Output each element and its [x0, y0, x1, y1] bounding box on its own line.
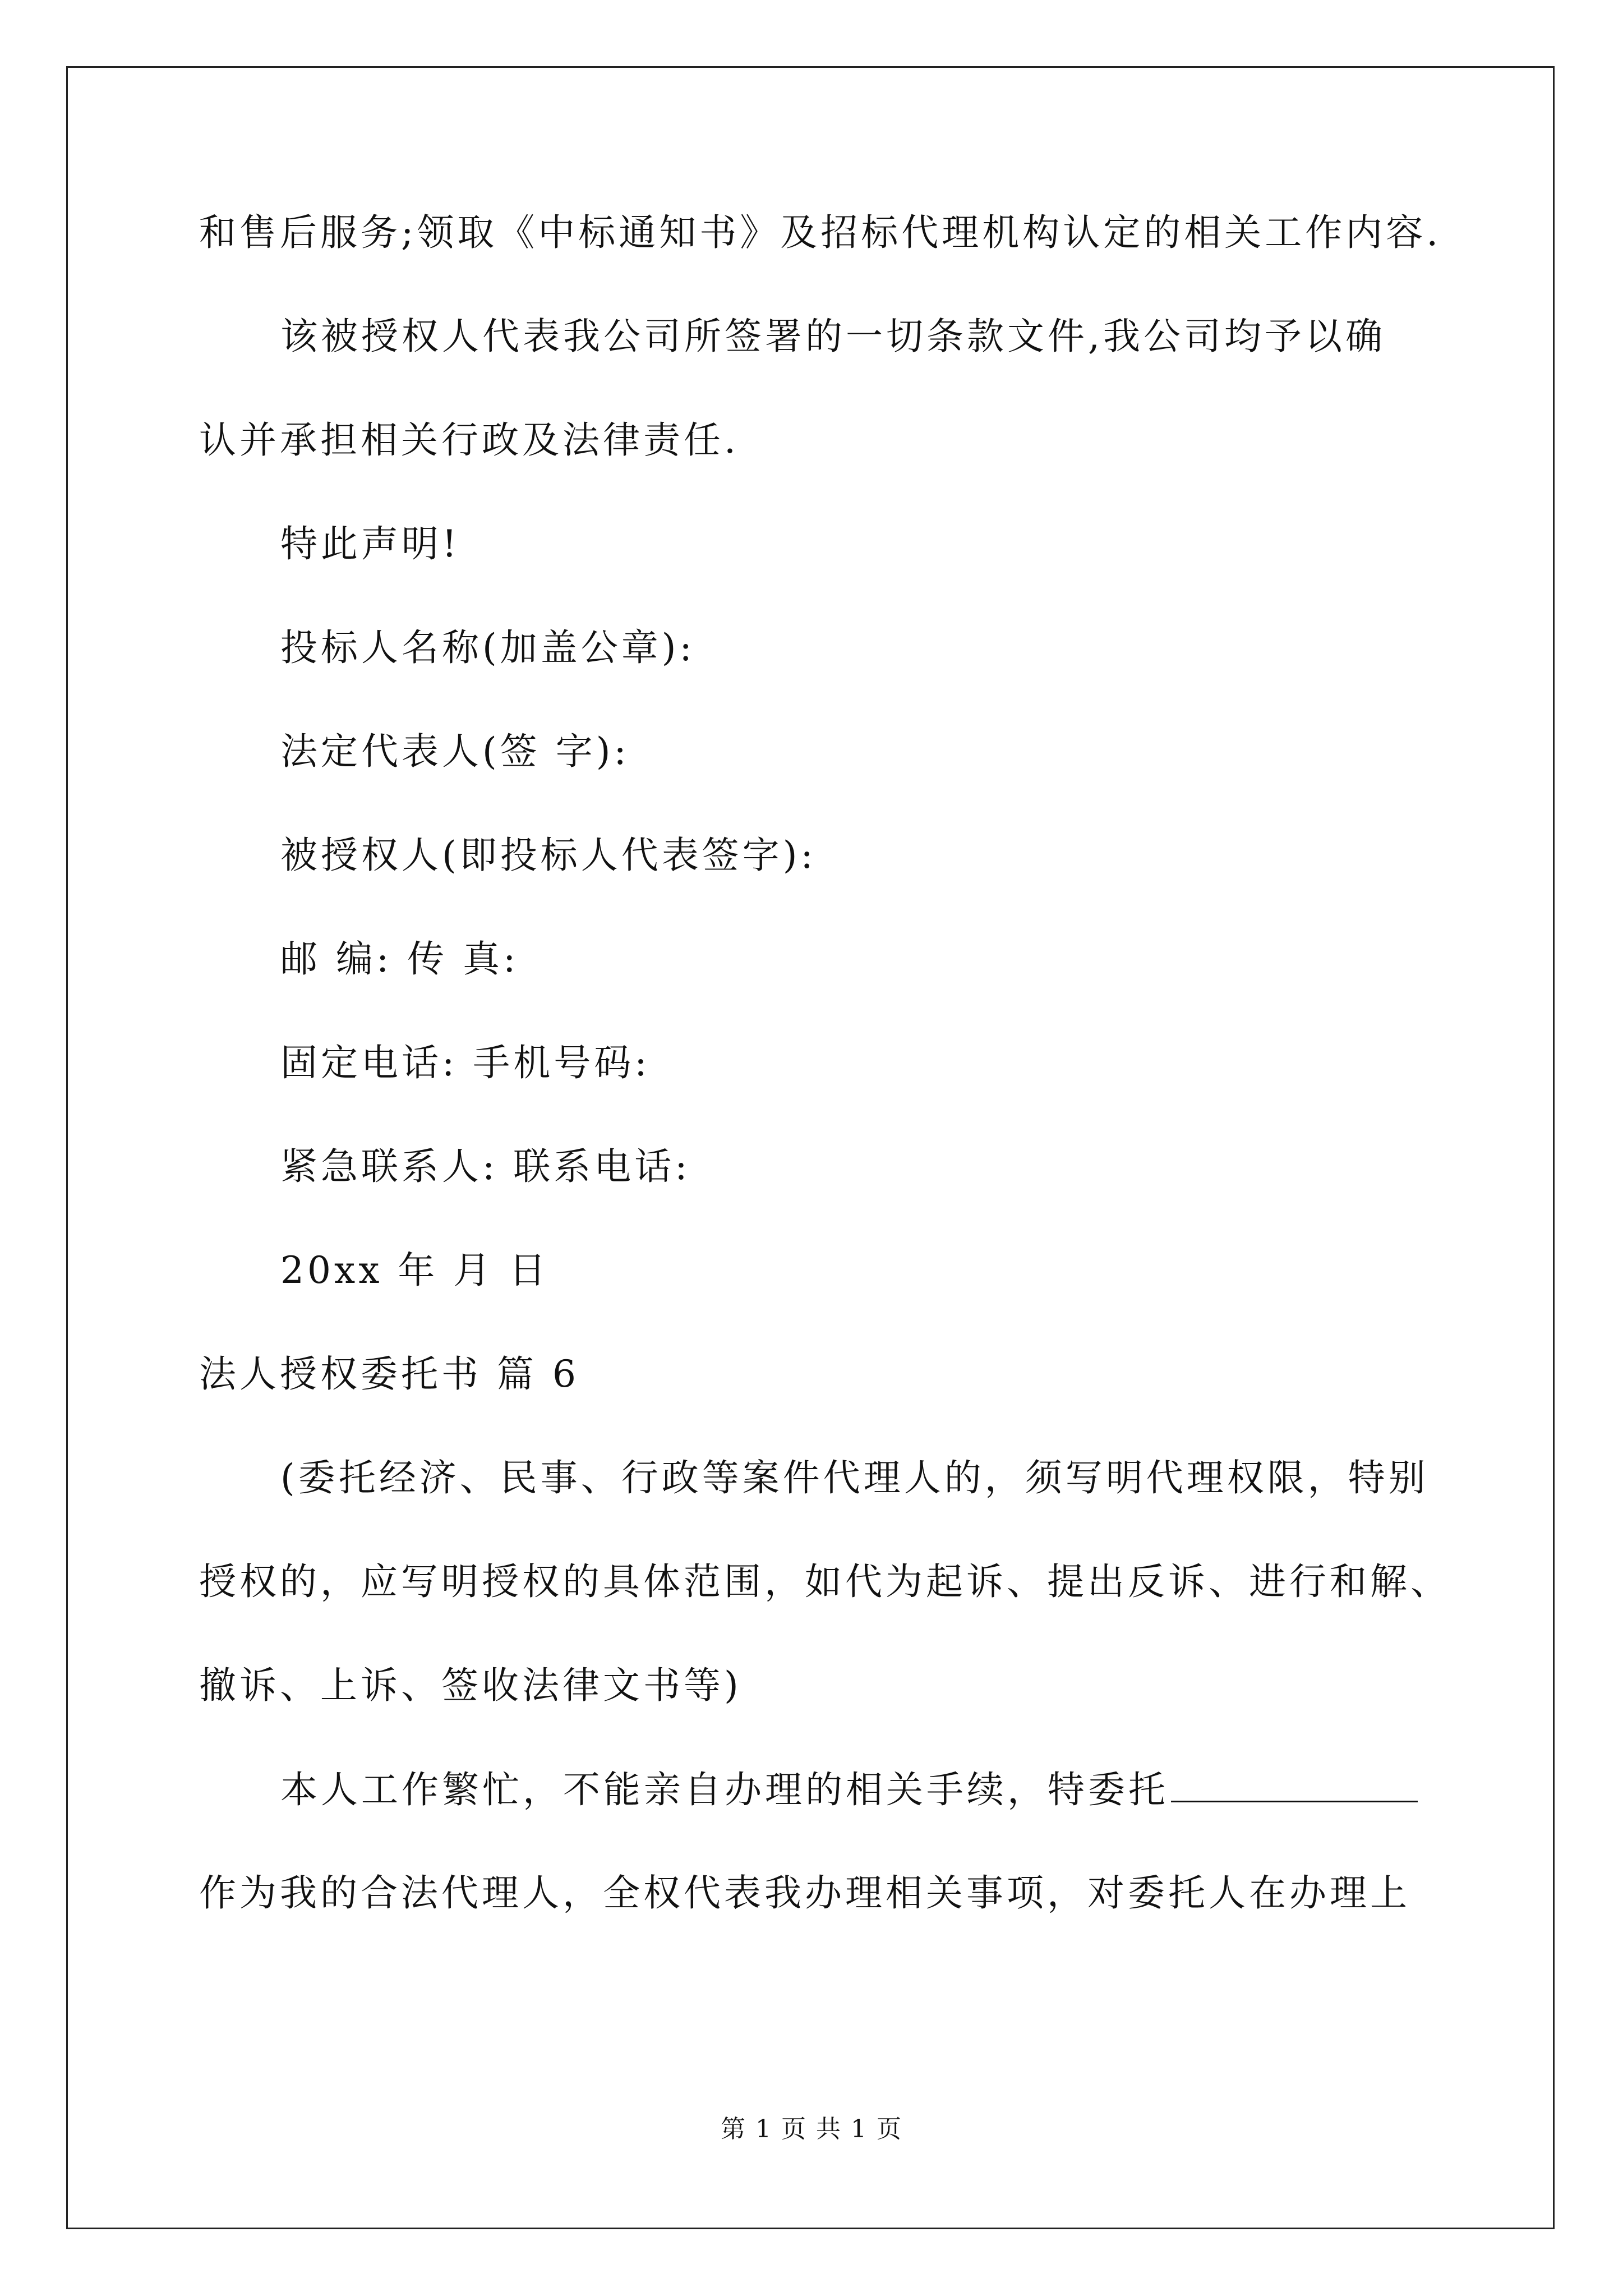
text-line-2: 该被授权人代表我公司所签署的一切条款文件,我公司均予以确: [280, 315, 1386, 358]
page-footer: 第 1 页 共 1 页: [721, 2115, 902, 2143]
text-line-8: 邮 编: 传 真:: [280, 937, 519, 981]
text-line-9: 固定电话: 手机号码:: [280, 1041, 651, 1084]
text-line-1: 和售后服务;领取《中标通知书》及招标代理机构认定的相关工作内容.: [199, 211, 1442, 254]
text-line-6: 法定代表人(签 字):: [280, 730, 630, 773]
text-line-14: 授权的，应写明授权的具体范围，如代为起诉、提出反诉、进行和解、: [199, 1560, 1451, 1603]
text-line-11: 20xx 年 月 日: [280, 1249, 550, 1292]
text-line-13: (委托经济、民事、行政等案件代理人的，须写明代理权限，特别: [280, 1456, 1429, 1499]
section-heading: 法人授权委托书 篇 6: [199, 1352, 579, 1396]
text-line-5: 投标人名称(加盖公章):: [280, 626, 695, 669]
text-line-7: 被授权人(即投标人代表签字):: [280, 834, 817, 877]
text-line-4: 特此声明!: [280, 522, 460, 565]
text-line-16: [280, 1767, 1418, 1812]
text-line-15: 撤诉、上诉、签收法律文书等): [199, 1664, 742, 1707]
fill-in-blank: [1171, 1767, 1418, 1802]
text-line-17: 作为我的合法代理人，全权代表我办理相关事项，对委托人在办理上: [199, 1871, 1410, 1915]
text-line-3: 认并承担相关行政及法律责任.: [199, 418, 739, 462]
text-line-10: 紧急联系人: 联系电话:: [280, 1145, 691, 1188]
text-line-16-content: 本人工作繁忙，不能亲自办理的相关手续，特委托: [280, 1768, 1169, 1811]
